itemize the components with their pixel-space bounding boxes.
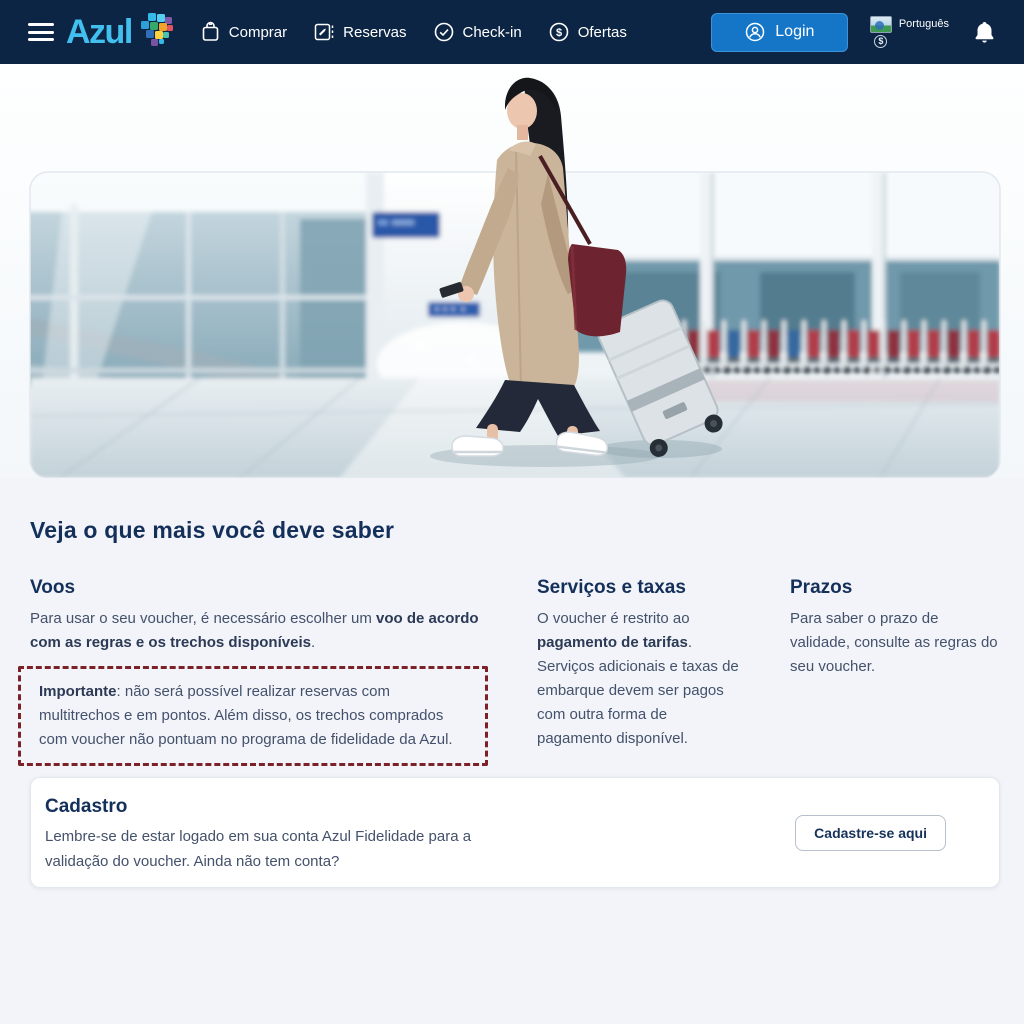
login-label: Login <box>775 23 815 40</box>
hero-image <box>0 64 1024 478</box>
nav-label: Ofertas <box>577 23 627 41</box>
boarding-pass-icon <box>313 21 335 43</box>
bell-icon <box>973 20 996 45</box>
check-circle-icon <box>433 21 455 43</box>
nav-item-checkin[interactable] <box>433 21 522 43</box>
important-note-text: Importante: não será possível realizar reservas com multitrechos e em pontos. Além disso, os trechos comprados com voucher não pontuam no programa de fidelidade da Azul. <box>39 683 453 748</box>
hamburger-menu-icon[interactable] <box>28 23 54 41</box>
brazil-flag-icon <box>870 16 892 33</box>
svg-text:$: $ <box>555 27 562 39</box>
column-title: Voos <box>30 577 76 598</box>
cadastro-title: Cadastro <box>45 795 128 817</box>
column-title: Serviços e taxas <box>537 577 686 598</box>
cadastro-body: Lembre-se de estar logado em sua conta Azul Fidelidade para a validação do voucher. Ainda não tem conta? <box>45 827 472 870</box>
important-note <box>18 666 488 766</box>
nav-label: Check-in <box>462 23 522 41</box>
column-title: Prazos <box>790 577 853 598</box>
main-navigation <box>200 21 627 43</box>
nav-item-ofertas[interactable] <box>548 21 627 43</box>
cadastre-se-button[interactable]: Cadastre-se aqui <box>795 815 946 851</box>
shopping-bag-icon <box>200 21 221 43</box>
nav-label: Reservas <box>343 23 407 41</box>
azul-logo[interactable] <box>66 15 178 49</box>
column-prazos <box>790 577 1000 751</box>
column-text: O voucher é restrito ao pagamento de tarifas. Serviços adicionais e taxas de embarque devem ser pagos com outra forma de pagamento disponível. <box>537 610 739 747</box>
column-text: Para usar o seu voucher, é necessário escolher um voo de acordo com as regras e os trechos disponíveis. <box>30 610 479 651</box>
brazil-map-icon <box>138 12 178 48</box>
cadastro-card <box>30 777 1000 888</box>
nav-label: Comprar <box>228 23 288 41</box>
dollar-circle-icon <box>548 21 570 43</box>
column-text: Para saber o prazo de validade, consulte as regras do seu voucher. <box>790 610 998 675</box>
login-button[interactable] <box>711 13 848 52</box>
nav-item-reservas[interactable] <box>313 21 406 43</box>
currency-dollar-icon: $ <box>874 35 887 48</box>
language-label: Português <box>898 18 949 30</box>
hero-section <box>0 64 1024 478</box>
section-title: Veja o que mais você deve saber <box>30 517 395 543</box>
nav-item-comprar[interactable] <box>200 21 287 43</box>
navbar-right <box>711 13 996 52</box>
notifications-button[interactable] <box>973 20 996 45</box>
column-servicos-e-taxas <box>537 577 742 751</box>
user-circle-icon <box>744 21 766 43</box>
top-navbar <box>0 0 1024 64</box>
language-selector[interactable] <box>870 16 949 48</box>
azul-wordmark: Azul <box>66 13 132 51</box>
